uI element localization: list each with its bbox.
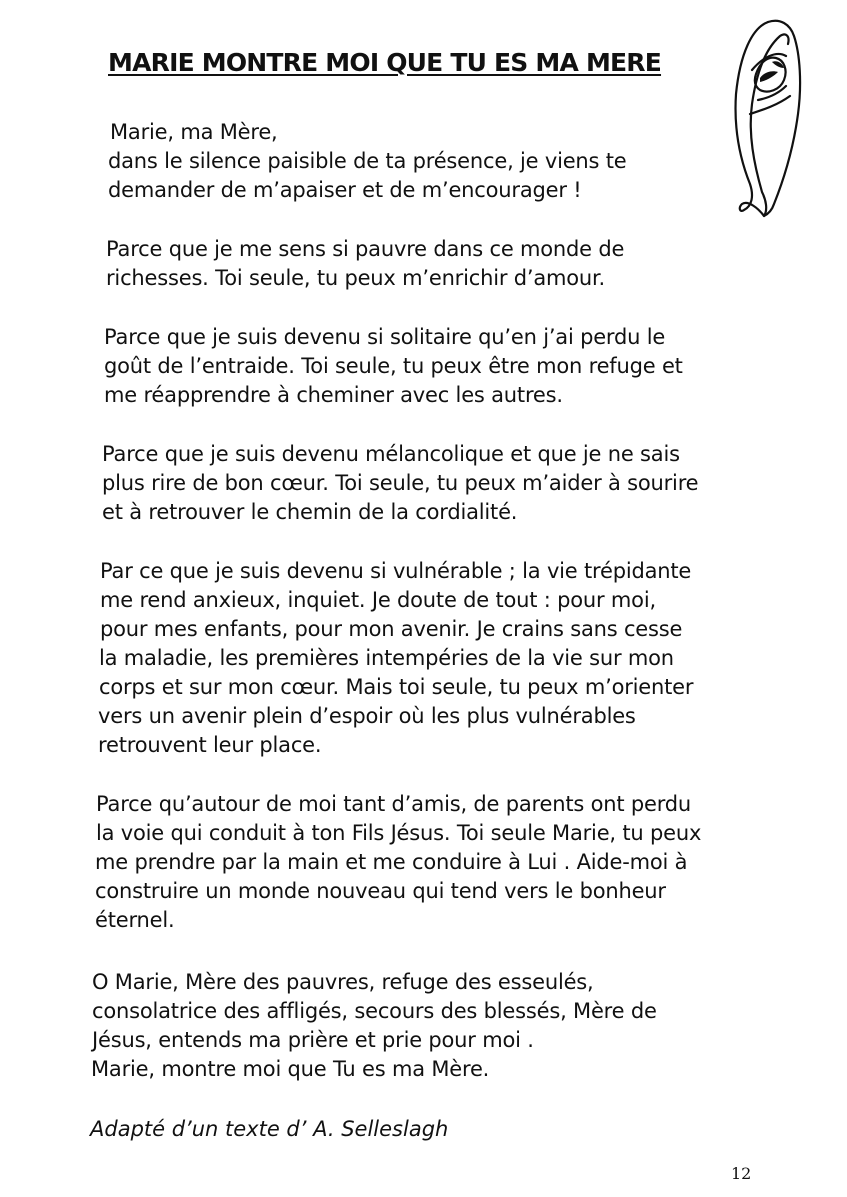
prayer-line: corps et sur mon cœur. Mais toi seule, tu peux m’orienter <box>99 675 694 699</box>
page-title: MARIE MONTRE MOI QUE TU ES MA MERE <box>108 48 662 77</box>
prayer-line: la maladie, les premières intempéries de la vie sur mon <box>99 646 674 670</box>
prayer-line: Parce que je suis devenu si solitaire qu’en j’ai perdu le <box>104 325 666 349</box>
prayer-line: éternel. <box>95 908 175 932</box>
prayer-line: demander de m’apaiser et de m’encourager ! <box>108 178 582 202</box>
prayer-line: Par ce que je suis devenu si vulnérable ; la vie trépidante <box>100 559 692 583</box>
prayer-line: Parce qu’autour de moi tant d’amis, de parents ont perdu <box>96 792 692 816</box>
prayer-line: me réapprendre à cheminer avec les autres. <box>104 383 563 407</box>
prayer-line: me prendre par la main et me conduire à Lui . Aide-moi à <box>95 850 688 874</box>
prayer-line: O Marie, Mère des pauvres, refuge des esseulés, <box>92 970 594 994</box>
prayer-line: richesses. Toi seule, tu peux m’enrichir d’amour. <box>106 266 606 290</box>
prayer-line: retrouvent leur place. <box>98 733 322 757</box>
prayer-line: vers un avenir plein d’espoir où les plus vulnérables <box>98 704 636 728</box>
prayer-line: et à retrouver le chemin de la cordialité. <box>102 500 518 524</box>
prayer-line: construire un monde nouveau qui tend vers le bonheur <box>95 879 666 903</box>
prayer-line: Jésus, entends ma prière et prie pour moi . <box>92 1028 534 1052</box>
prayer-line: pour mes enfants, pour mon avenir. Je crains sans cesse <box>100 617 683 641</box>
page-number: 12 <box>731 1164 752 1183</box>
prayer-line: Parce que je suis devenu mélancolique et que je ne sais <box>102 442 680 466</box>
prayer-line: Marie, ma Mère, <box>110 120 278 144</box>
prayer-line: goût de l’entraide. Toi seule, tu peux être mon refuge et <box>104 354 683 378</box>
prayer-line: me rend anxieux, inquiet. Je doute de tout : pour moi, <box>100 588 656 612</box>
prayer-line: dans le silence paisible de ta présence, je viens te <box>108 149 627 173</box>
prayer-line: la voie qui conduit à ton Fils Jésus. Toi seule Marie, tu peux <box>96 821 702 845</box>
attribution: Adapté d’un texte d’ A. Selleslagh <box>90 1117 449 1141</box>
prayer-line: consolatrice des affligés, secours des blessés, Mère de <box>92 999 657 1023</box>
madonna-line-drawing-icon <box>728 14 818 220</box>
prayer-line: Marie, montre moi que Tu es ma Mère. <box>91 1057 490 1081</box>
prayer-line: plus rire de bon cœur. Toi seule, tu peux m’aider à sourire <box>102 471 699 495</box>
prayer-line: Parce que je me sens si pauvre dans ce monde de <box>106 237 625 261</box>
